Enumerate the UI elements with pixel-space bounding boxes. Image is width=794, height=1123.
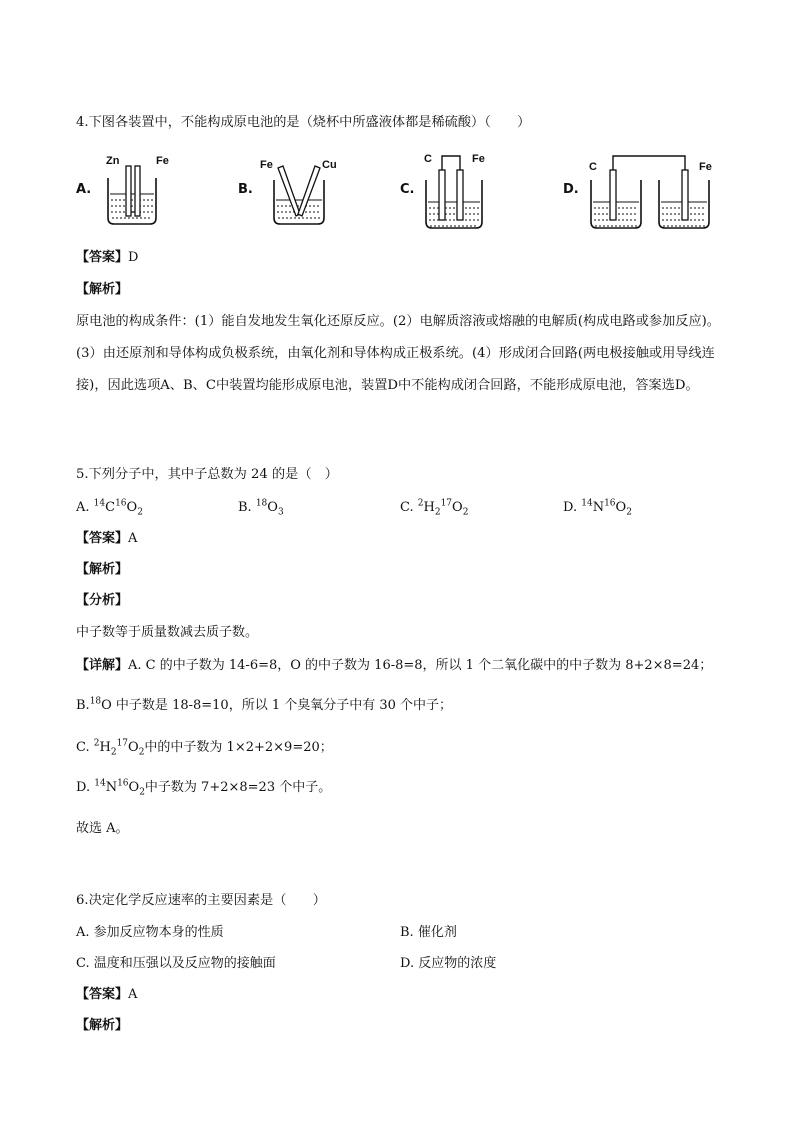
q5-detail-a: 【详解】A. C 的中子数为 14-6=8，O 的中子数为 16-8=8，所以 1 个二氧化碳中的中子数为 8+2×8=24；: [76, 658, 713, 673]
q4-answer: 【答案】D: [76, 250, 139, 265]
q4-b-electrode-right-label: Cu: [322, 159, 337, 171]
q5-option-a: A. $^{14}C^{16}O_2$: [76, 498, 143, 518]
q5-detail-c: C. $^2H_2^{17}O_2$中的中子数为 1×2+2×9=20；: [76, 738, 333, 758]
q4-apparatus-d: [585, 148, 725, 232]
q5-detail-d: D. $^{14}N^{16}O_2$中子数为 7+2×8=23 个中子。: [76, 778, 332, 798]
q4-a-electrode-left-label: Zn: [106, 155, 120, 167]
q4-apparatus-b: [258, 150, 348, 230]
q4-b-electrode-left-label: Fe: [260, 159, 273, 171]
q4-option-a-label: A.: [76, 182, 92, 197]
q5-fenxi-tag: 【分析】: [76, 593, 129, 608]
q5-option-b: B. $^{18}O_3$: [238, 498, 284, 518]
q5-stem: 5.下列分子中，其中子总数为 24 的是（ ）: [76, 467, 338, 482]
q4-c-electrode-right-label: Fe: [472, 153, 485, 165]
q4-apparatus-c: [420, 148, 510, 232]
q4-option-d-label: D.: [563, 182, 579, 197]
q5-detail-b: B.$^{18}$O 中子数是 18-8=10，所以 1 个臭氧分子中有 30 个中子；: [76, 696, 453, 713]
q4-option-c-label: C.: [400, 182, 415, 197]
q4-d-electrode-right-label: Fe: [699, 161, 712, 173]
q6-option-b: B. 催化剂: [400, 925, 457, 940]
q5-fenxi-text: 中子数等于质量数减去质子数。: [76, 625, 259, 640]
q5-conclusion: 故选 A。: [76, 821, 129, 836]
q6-stem: 6.决定化学反应速率的主要因素是（ ）: [76, 893, 326, 908]
q4-d-electrode-left-label: C: [589, 161, 597, 173]
q4-apparatus-a: [100, 150, 180, 230]
q5-option-c: C. $^2H_2^{17}O_2$: [400, 498, 469, 518]
q6-option-d: D. 反应物的浓度: [400, 956, 497, 971]
q5-option-d: D. $^{14}N^{16}O_2$: [563, 498, 632, 518]
q5-answer: 【答案】A: [76, 531, 138, 546]
q6-answer: 【答案】A: [76, 987, 138, 1002]
q6-option-c: C. 温度和压强以及反应物的接触面: [76, 956, 276, 971]
q6-option-a: A. 参加反应物本身的性质: [76, 925, 224, 940]
q4-analysis-tag: 【解析】: [76, 282, 129, 297]
q4-analysis-text: 原电池的构成条件：(1）能自发地发生氧化还原反应。(2）电解质溶液或熔融的电解质(构成电路或参加反应)。(3）由还原剂和导体构成负极系统，由氧化剂和导体构成正极系统。(4）形成闭合回路(两电极接触或用导线连接)，因此选项A、B、C中装置均能形成原电池，装置D中不能构成闭合回路，不能形成原电池，答案选D。: [76, 314, 720, 393]
q4-stem: 4.下图各装置中，不能构成原电池的是（烧杯中所盛液体都是稀硫酸）（ ）: [76, 115, 531, 130]
q6-analysis-tag: 【解析】: [76, 1018, 129, 1033]
q4-a-electrode-right-label: Fe: [156, 155, 169, 167]
q4-option-b-label: B.: [238, 182, 253, 197]
q5-analysis-tag: 【解析】: [76, 562, 129, 577]
q4-c-electrode-left-label: C: [424, 153, 432, 165]
